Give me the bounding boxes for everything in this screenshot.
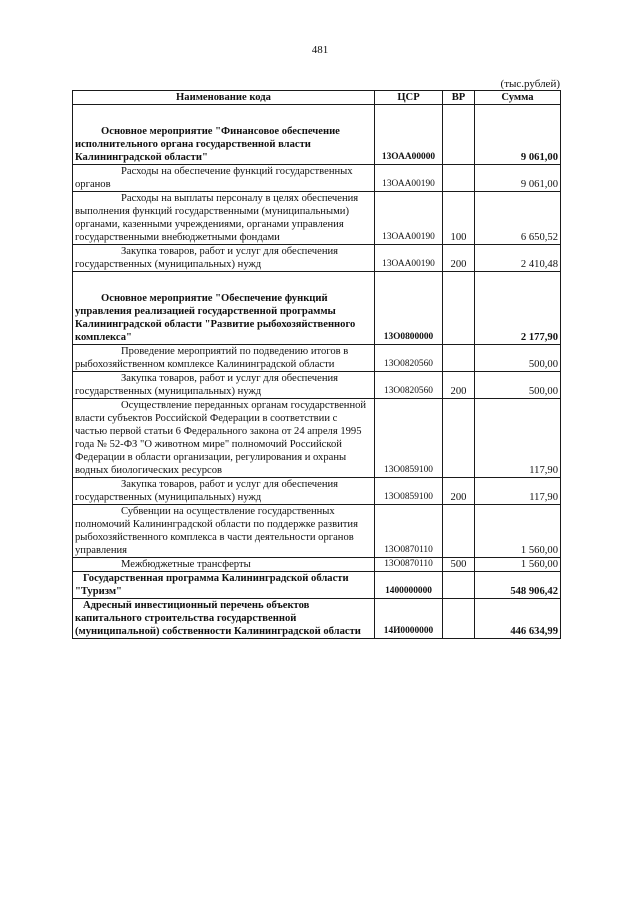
cell-sum: 2 177,90 xyxy=(475,272,561,345)
cell-sum: 9 061,00 xyxy=(475,165,561,192)
cell-vr xyxy=(443,399,475,478)
cell-name: Осуществление переданных органам государственной власти субъектов Российской Федерации в соответствии с частью первой статьи 6 Федерального закона от 24 апреля 1995 года № 52-ФЗ "О животном мире" полномочий Российской Федерации в области организации, регулирования и охраны водных биологических ресурсов xyxy=(73,399,375,478)
table-row xyxy=(73,599,561,639)
cell-csr: 1400000000 xyxy=(375,572,443,599)
table-header xyxy=(73,91,561,105)
table-row xyxy=(73,372,561,399)
header-sum: Сумма xyxy=(475,91,561,105)
cell-vr xyxy=(443,272,475,345)
cell-vr xyxy=(443,599,475,639)
cell-csr: 13ОАА00190 xyxy=(375,245,443,272)
cell-csr: 13О0820560 xyxy=(375,372,443,399)
cell-name: Закупка товаров, работ и услуг для обеспечения государственных (муниципальных) нужд xyxy=(73,245,375,272)
cell-name: Основное мероприятие "Обеспечение функций управления реализацией государственной программы Калининградской области "Развитие рыбохозяйственного комплекса" xyxy=(73,272,375,345)
cell-csr: 13О0870110 xyxy=(375,505,443,558)
cell-csr: 13О0859100 xyxy=(375,399,443,478)
header-name: Наименование кода xyxy=(73,91,375,105)
table-row xyxy=(73,558,561,572)
cell-csr: 13О0800000 xyxy=(375,272,443,345)
cell-sum: 446 634,99 xyxy=(475,599,561,639)
header-vr: ВР xyxy=(443,91,475,105)
cell-sum: 500,00 xyxy=(475,345,561,372)
cell-csr: 14И0000000 xyxy=(375,599,443,639)
cell-sum: 9 061,00 xyxy=(475,105,561,165)
cell-vr xyxy=(443,105,475,165)
table-row xyxy=(73,505,561,558)
cell-name: Проведение мероприятий по подведению итогов в рыбохозяйственном комплексе Калининградской области xyxy=(73,345,375,372)
table-row xyxy=(73,345,561,372)
cell-vr: 500 xyxy=(443,558,475,572)
cell-vr xyxy=(443,505,475,558)
cell-csr: 13О0820560 xyxy=(375,345,443,372)
cell-vr xyxy=(443,165,475,192)
cell-sum: 1 560,00 xyxy=(475,558,561,572)
cell-name: Закупка товаров, работ и услуг для обеспечения государственных (муниципальных) нужд xyxy=(73,478,375,505)
cell-sum: 1 560,00 xyxy=(475,505,561,558)
table-row xyxy=(73,399,561,478)
cell-name: Адресный инвестиционный перечень объектов капитального строительства государственной (муниципальной) собственности Калининградской области xyxy=(73,599,375,639)
unit-label: (тыс.рублей) xyxy=(500,78,560,90)
table-row xyxy=(73,478,561,505)
table-row xyxy=(73,105,561,165)
cell-sum: 548 906,42 xyxy=(475,572,561,599)
cell-vr: 200 xyxy=(443,245,475,272)
cell-csr: 13ОАА00190 xyxy=(375,165,443,192)
cell-sum: 117,90 xyxy=(475,399,561,478)
table-body xyxy=(73,105,561,639)
page-number: 481 xyxy=(311,44,329,56)
cell-sum: 2 410,48 xyxy=(475,245,561,272)
cell-name: Расходы на выплаты персоналу в целях обеспечения выполнения функций государственными (муниципальными) органами, казенными учреждениями, органами управления государственными внебюджетными фондами xyxy=(73,192,375,245)
cell-csr: 13О0859100 xyxy=(375,478,443,505)
table-row xyxy=(73,572,561,599)
cell-vr: 200 xyxy=(443,478,475,505)
cell-name: Субвенции на осуществление государственных полномочий Калининградской области по поддержке развития рыбохозяйственного комплекса в части деятельности органов управления xyxy=(73,505,375,558)
cell-sum: 6 650,52 xyxy=(475,192,561,245)
table-row xyxy=(73,272,561,345)
cell-name: Государственная программа Калининградской области "Туризм" xyxy=(73,572,375,599)
cell-csr: 13ОАА00000 xyxy=(375,105,443,165)
cell-csr: 13ОАА00190 xyxy=(375,192,443,245)
table-row xyxy=(73,165,561,192)
cell-vr xyxy=(443,572,475,599)
cell-csr: 13О0870110 xyxy=(375,558,443,572)
cell-name: Закупка товаров, работ и услуг для обеспечения государственных (муниципальных) нужд xyxy=(73,372,375,399)
table-row xyxy=(73,192,561,245)
cell-vr: 200 xyxy=(443,372,475,399)
header-csr: ЦСР xyxy=(375,91,443,105)
budget-table xyxy=(72,90,561,639)
cell-name: Межбюджетные трансферты xyxy=(73,558,375,572)
cell-vr xyxy=(443,345,475,372)
cell-sum: 500,00 xyxy=(475,372,561,399)
cell-name: Расходы на обеспечение функций государственных органов xyxy=(73,165,375,192)
cell-name: Основное мероприятие "Финансовое обеспечение исполнительного органа государственной власти Калининградской области" xyxy=(73,105,375,165)
table-row xyxy=(73,245,561,272)
cell-sum: 117,90 xyxy=(475,478,561,505)
cell-vr: 100 xyxy=(443,192,475,245)
